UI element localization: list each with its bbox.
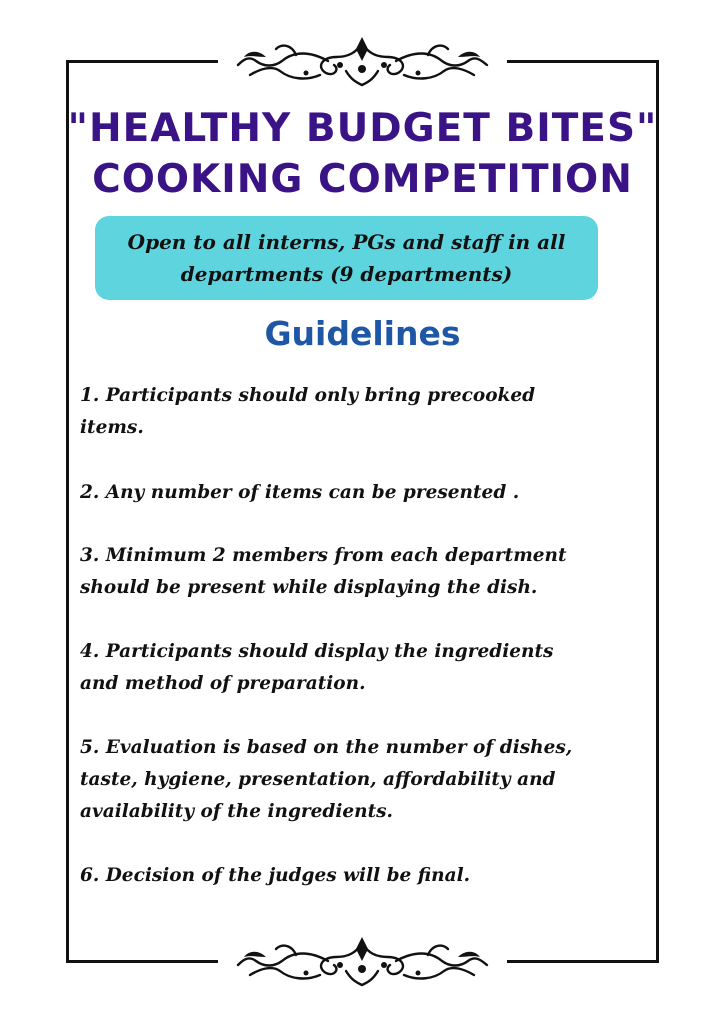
frame-bottom-right (507, 960, 659, 963)
guideline-item-1 (80, 380, 655, 444)
guideline-6-line-1: 6. Decision of the judges will be final. (80, 865, 471, 886)
guideline-1-line-1: 1. Participants should only bring precooked (80, 385, 536, 406)
guideline-5-line-1: 5. Evaluation is based on the number of dishes, (80, 737, 573, 758)
guideline-item-2 (80, 477, 655, 509)
guideline-item-4 (80, 636, 655, 700)
guideline-3-line-1: 3. Minimum 2 members from each department (80, 545, 567, 566)
guideline-3-line-2: should be present while displaying the dish. (80, 577, 538, 598)
eligibility-line-2: departments (9 departments) (180, 262, 513, 286)
guideline-item-6 (80, 860, 655, 892)
guideline-1-line-2: items. (80, 417, 144, 438)
bottom-flourish-ornament-icon (236, 935, 489, 987)
top-flourish-ornament-icon (236, 35, 489, 87)
guideline-item-3 (80, 540, 655, 604)
guideline-4-line-1: 4. Participants should display the ingredients (80, 641, 554, 662)
title-line-1: "HEALTHY BUDGET BITES" (67, 106, 658, 151)
frame-bottom-left (66, 960, 218, 963)
guideline-item-5 (80, 732, 655, 828)
guidelines-heading: Guidelines (264, 314, 461, 353)
guideline-5-line-2: taste, hygiene, presentation, affordability and (80, 769, 556, 790)
title-line-2: COOKING COMPETITION (92, 157, 633, 202)
frame-top-left (66, 60, 218, 63)
guideline-5-line-3: availability of the ingredients. (80, 801, 393, 822)
eligibility-banner (95, 216, 598, 300)
guideline-4-line-2: and method of preparation. (80, 673, 366, 694)
guideline-2-line-1: 2. Any number of items can be presented . (80, 482, 520, 503)
eligibility-line-1: Open to all interns, PGs and staff in all (127, 230, 566, 254)
frame-top-right (507, 60, 659, 63)
